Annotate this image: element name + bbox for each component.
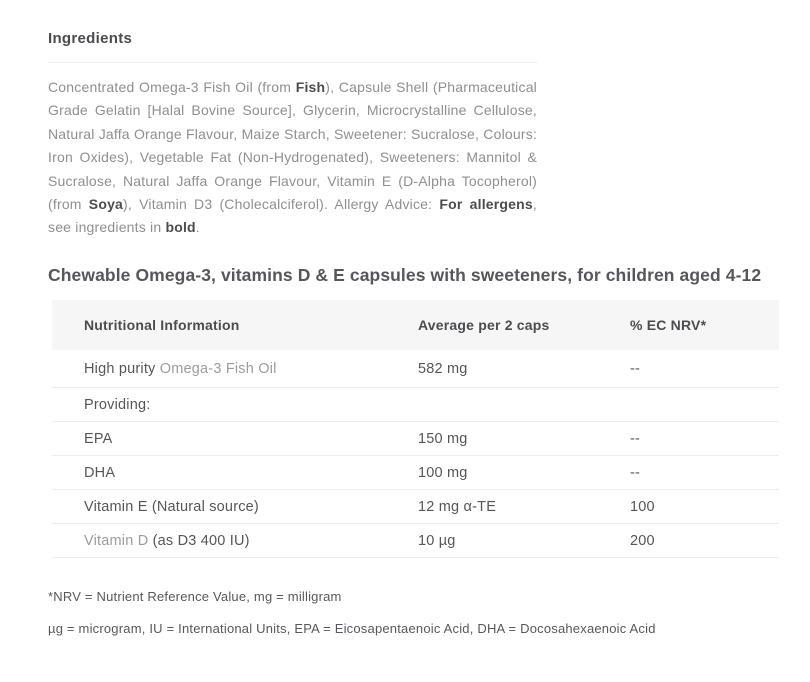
table-row [52,388,779,422]
nutrient-label [52,533,418,549]
ingredient-allergen-bold: Soya [88,196,124,213]
nutrient-label [52,499,418,515]
nutrient-nrv: 200 [630,532,655,549]
nutrient-label-muted-part: Omega-3 Fish Oil [159,360,277,377]
table-row [52,422,779,456]
table-row [52,490,779,524]
nutrition-table [52,300,779,558]
ingredients-section [48,30,537,240]
ingredient-text: ), Capsule Shell (Pharmaceutical Grade Gelatin [Halal Bovine Source], Glycerin, Microcrystalline Cellulose, Natural Jaffa Orange Flavour, Maize Starch, Sweetener: Sucralose, Colours: Iron Oxides), Vegetable Fat (Non-Hydrogenated), Sweeteners: Mannitol & Sucralose, Natural Jaffa Orange Flavour, Vitamin E (D-Alpha Tocopherol) (from [48,79,537,213]
nutrient-nrv: -- [630,360,641,377]
footnote-nrv-definition: *NRV = Nutrient Reference Value, mg = milligram [48,589,342,604]
column-header-nutritional-information: Nutritional Information [84,317,240,333]
table-row [52,350,779,388]
ingredients-paragraph [48,76,537,240]
nutrient-amount: 150 mg [418,430,468,447]
nutrient-amount: 10 µg [418,532,456,549]
nutrition-table-header-row [52,300,779,350]
nutrient-nrv: -- [630,430,641,447]
nutrient-label [52,361,418,377]
nutrition-table-body [52,350,779,558]
nutrient-amount: 12 mg α-TE [418,498,497,515]
footnotes [48,589,788,636]
nutrient-amount: 100 mg [418,464,468,481]
nutrient-nrv: -- [630,464,641,481]
nutrient-nrv: 100 [630,498,655,515]
footnote-unit-definitions: µg = microgram, IU = International Units, EPA = Eicosapentaenoic Acid, DHA = Docosahexaenoic Acid [48,621,656,636]
nutrient-label [52,397,418,413]
nutrient-label [52,465,418,481]
ingredient-allergen-bold: bold [165,219,196,236]
ingredient-text: . [195,219,200,236]
column-header-percent-ec-nrv: % EC NRV* [630,317,707,333]
nutrient-amount: 582 mg [418,360,468,377]
ingredients-heading: Ingredients [48,30,133,47]
section-divider [48,62,537,63]
column-header-average-per-2-caps: Average per 2 caps [418,317,550,333]
nutrient-label-part: High purity [84,360,160,377]
ingredient-allergen-bold: For allergens [439,196,533,213]
ingredient-text: , see ingredients in [48,196,537,236]
ingredient-text: ), Vitamin D3 (Cholecalciferol). Allergy Advice: [123,196,440,213]
nutrient-label-muted-part: Vitamin D [84,532,153,549]
ingredient-allergen-bold: Fish [295,79,326,95]
product-title: Chewable Omega-3, vitamins D & E capsules with sweeteners, for children aged 4-12 [48,265,762,285]
ingredient-text: Concentrated Omega-3 Fish Oil (from [48,79,296,95]
nutrient-label-part: Vitamin E (Natural source) [84,498,259,515]
table-row [52,524,779,558]
nutrient-label-part: EPA [84,430,113,447]
table-row [52,456,779,490]
nutrient-label-part: DHA [84,464,116,481]
nutrient-label-part: Providing: [84,396,151,413]
nutrient-label [52,431,418,447]
nutrient-label-part: (as D3 400 IU) [152,532,250,549]
